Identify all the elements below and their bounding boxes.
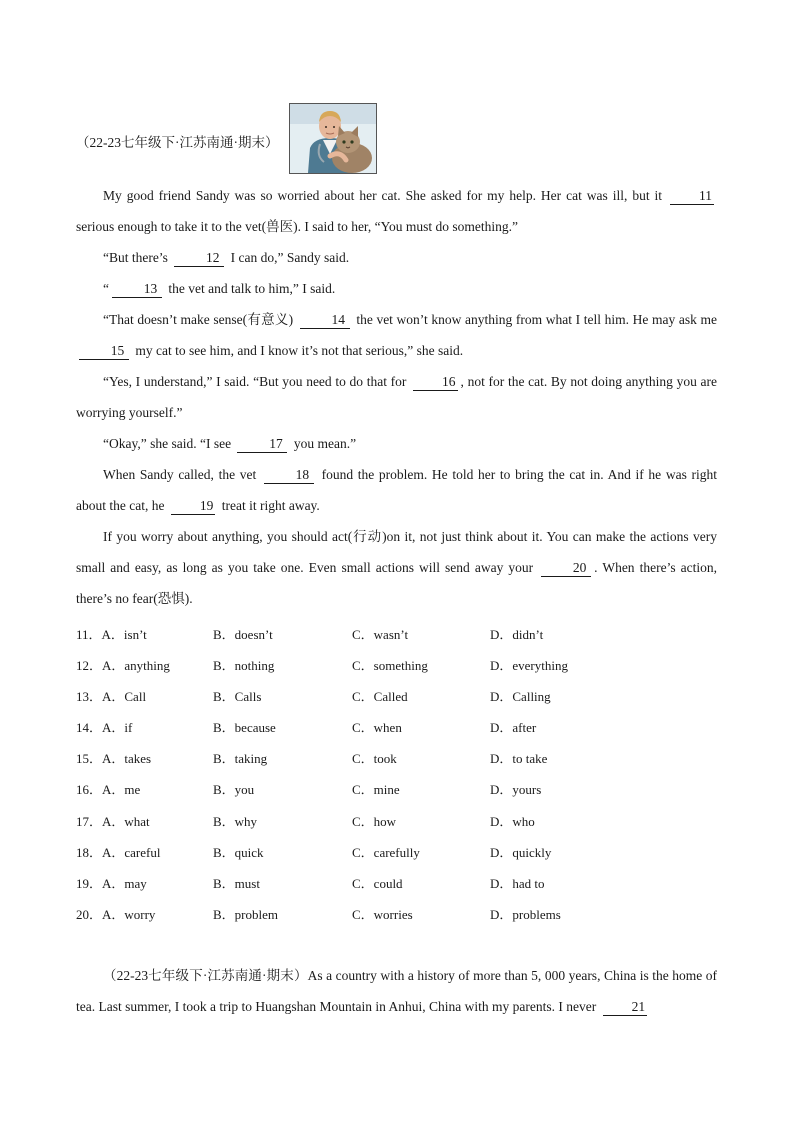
passage-text: （22-23七年级下·江苏南通·期末）As a country with a history of more than 5, 000 years, China is the home of tea. Last summer, I took a trip to Huangshan Mountain in Anhui, China with my parents. I never (76, 968, 717, 1014)
passage-text: , not for the cat. By not doing anything you are worrying yourself.” (76, 374, 717, 420)
passage-text: found the problem. He told her to bring the cat in. And if he was right about the cat, he (76, 467, 717, 513)
option-b[interactable]: B．because (213, 720, 276, 736)
option-d[interactable]: D．problems (490, 906, 561, 922)
options-list (76, 620, 717, 931)
option-c[interactable]: C．wasn’t (352, 627, 409, 642)
paragraph (76, 521, 717, 614)
blank-14[interactable]: 14 (300, 312, 350, 329)
passage-text: treat it right away. (218, 498, 320, 513)
question-row (76, 900, 717, 931)
passage-text: the vet won’t know anything from what I tell him. He may ask me (352, 312, 717, 327)
blank-21[interactable]: 21 (603, 999, 648, 1016)
option-c[interactable]: C．mine (352, 782, 400, 798)
paragraph (76, 960, 717, 1022)
option-a[interactable]: 17．A．what (76, 813, 150, 829)
option-a[interactable]: 15．A．takes (76, 751, 152, 767)
paragraph (76, 366, 717, 428)
passage-text: you mean.” (290, 436, 357, 451)
paragraph (76, 304, 717, 366)
question-row (76, 869, 717, 900)
option-c[interactable]: C．Called (352, 689, 408, 705)
blank-13[interactable]: 13 (112, 281, 162, 298)
option-d[interactable]: D．had to (490, 875, 545, 891)
question-row (76, 775, 717, 806)
paragraph (76, 180, 717, 242)
question-row (76, 744, 717, 775)
paragraph (76, 242, 717, 273)
passage1-source: （22-23七年级下·江苏南通·期末） (76, 135, 279, 150)
option-c[interactable]: C．worries (352, 906, 413, 922)
option-b[interactable]: B．Calls (213, 689, 262, 705)
option-a[interactable]: 20．A．worry (76, 906, 156, 922)
blank-17[interactable]: 17 (237, 436, 287, 453)
question-row (76, 620, 717, 651)
paragraph (76, 428, 717, 459)
option-d[interactable]: D．who (490, 813, 535, 829)
option-a[interactable]: 13．A．Call (76, 689, 147, 705)
option-c[interactable]: C．how (352, 813, 397, 829)
option-d[interactable]: D．Calling (490, 689, 551, 705)
paragraph (76, 459, 717, 521)
question-row (76, 838, 717, 869)
option-a[interactable]: 18．A．careful (76, 844, 161, 860)
passage-text: serious enough to take it to the vet(兽医). I said to her, “You must do something.” (76, 219, 519, 234)
blank-18[interactable]: 18 (264, 467, 314, 484)
vet-cat-photo (289, 103, 377, 174)
option-a[interactable]: 14．A．if (76, 720, 133, 736)
blank-11[interactable]: 11 (670, 188, 714, 205)
option-b[interactable]: B．doesn’t (213, 627, 273, 642)
question-row (76, 682, 717, 713)
paragraph (76, 273, 717, 304)
option-b[interactable]: B．taking (213, 751, 268, 767)
passage-text: “ (103, 281, 109, 296)
passage-text: If you worry about anything, you should act(行动)on it, not just think about it. You can make the actions very small and easy, as long as you take one. Even small actions will send away your (76, 529, 717, 575)
option-c[interactable]: C．could (352, 875, 403, 891)
option-b[interactable]: B．problem (213, 906, 278, 922)
option-d[interactable]: D．yours (490, 782, 542, 798)
option-c[interactable]: C．something (352, 658, 428, 674)
option-a[interactable]: 16．A．me (76, 782, 141, 798)
option-b[interactable]: B．must (213, 875, 260, 891)
blank-15[interactable]: 15 (79, 343, 129, 360)
blank-20[interactable]: 20 (541, 560, 591, 577)
passage-text: I can do,” Sandy said. (227, 250, 350, 265)
passage-text: my cat to see him, and I know it’s not that serious,” she said. (132, 343, 464, 358)
passage-text: . When there’s action, there’s no fear(恐惧). (76, 560, 717, 606)
option-a[interactable]: 12．A．anything (76, 658, 170, 674)
question-row (76, 807, 717, 838)
option-b[interactable]: B．nothing (213, 658, 275, 674)
passage2-body (76, 960, 717, 1022)
passage-text: “Yes, I understand,” I said. “But you need to do that for (103, 374, 411, 389)
option-c[interactable]: C．carefully (352, 844, 420, 860)
option-b[interactable]: B．why (213, 813, 258, 829)
passage-text: When Sandy called, the vet (103, 467, 261, 482)
option-c[interactable]: C．took (352, 751, 397, 767)
passage-text: “Okay,” she said. “I see (103, 436, 235, 451)
option-b[interactable]: B．quick (213, 844, 264, 860)
option-d[interactable]: D．after (490, 720, 537, 736)
passage1-body (76, 180, 717, 614)
question-row (76, 651, 717, 682)
passage-text: the vet and talk to him,” I said. (165, 281, 336, 296)
blank-19[interactable]: 19 (171, 498, 216, 515)
option-d[interactable]: D．to take (490, 751, 548, 767)
option-a[interactable]: 11．A．isn’t (76, 627, 147, 642)
question-row (76, 713, 717, 744)
passage-text: My good friend Sandy was so worried about her cat. She asked for my help. Her cat was ill, but it (103, 188, 667, 203)
passage-text: “But there’s (103, 250, 172, 265)
passage-text: “That doesn’t make sense(有意义) (103, 312, 297, 327)
option-c[interactable]: C．when (352, 720, 402, 736)
option-d[interactable]: D．quickly (490, 844, 552, 860)
option-d[interactable]: D．everything (490, 658, 568, 674)
blank-16[interactable]: 16 (413, 374, 458, 391)
option-d[interactable]: D．didn’t (490, 627, 544, 642)
blank-12[interactable]: 12 (174, 250, 224, 267)
option-a[interactable]: 19．A．may (76, 875, 147, 891)
option-b[interactable]: B．you (213, 782, 255, 798)
